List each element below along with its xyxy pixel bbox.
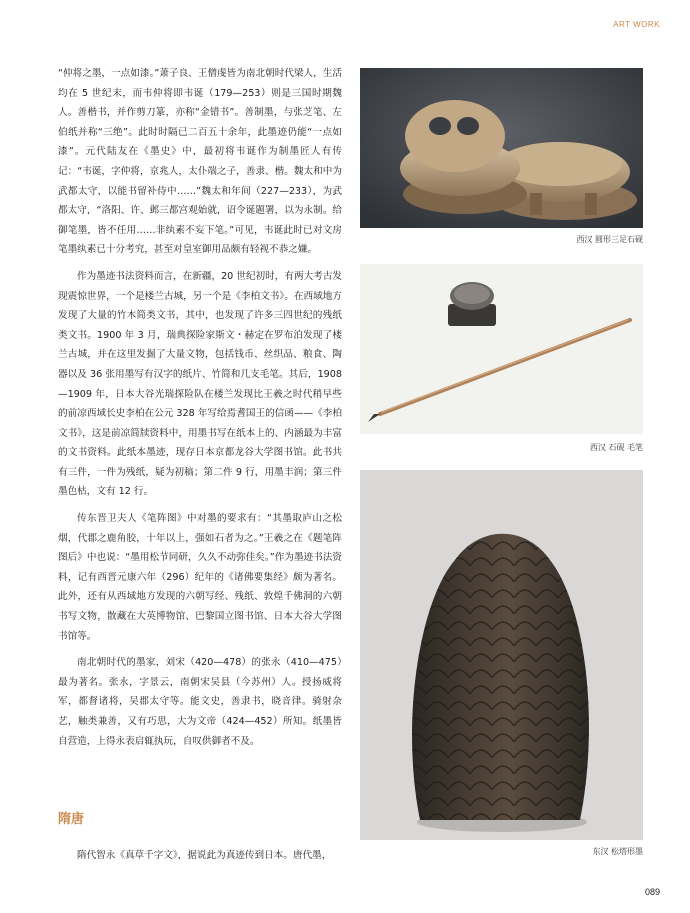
- figure-caption: 西汉 圆形三足石砚: [576, 235, 643, 244]
- body-text-column: [58, 64, 342, 758]
- figure-caption: 西汉 石砚 毛笔: [589, 443, 643, 452]
- pinecone-ink-illustration: [360, 470, 643, 840]
- page-number: 089: [644, 887, 660, 897]
- brush-illustration: [360, 264, 643, 434]
- body-paragraph: 隋代智永《真草千字文》，据说此为真迹传到日本。唐代墨，: [77, 850, 332, 861]
- photo-inkstone-and-brush: [360, 264, 643, 434]
- section-header-label: ART WORK: [613, 20, 660, 29]
- photo-pinecone-ink: [360, 470, 643, 840]
- body-paragraph: “仲将之墨，一点如漆。”萧子良、王僧虔皆为南北朝时代梁人，生活均在 5 世纪末，而韦仲将即韦诞（179—253）则是三国时期魏人。善楷书，并作剪刀篆，亦称“金错书”。善制墨，与张芝笔、左伯纸并称“三绝”。此时时隔已二百五十余年，此墨迹仍能“一点如漆”。元代陆友在《墨史》中，最初将韦诞作为制墨匠人有传记：“韦诞，字仲将，京兆人，太仆端之子，善隶、楷。魏太和中为武都太守，以能书留补侍中……”魏太和年间（227—233），为武都太守，“洛阳、许、邺三都宫观始就，诏令诞题署，以为永制。给御笔墨，皆不任用……非纨素不妄下笔。”可见，韦诞此时已对文房笔墨纨素已十分考究，甚至对皇室御用品颇有轻视不恭之嫌。: [58, 68, 342, 256]
- body-paragraph: 南北朝时代的墨家，刘宋（420—478）的张永（410—475）最为著名。张永，字景云，南朝宋吴县（今苏州）人。授扬威将军，都督诸将，吴郡太守等。能文史，善隶书，晓音律。骑射杂艺，触类兼善，又有巧思，大为文帝（424—452）所知。纸墨皆自营造，上得永表启辄执玩，自叹供御者不及。: [58, 657, 342, 747]
- inkstone-illustration: [360, 68, 643, 228]
- section-heading: 隋唐: [58, 812, 85, 827]
- body-paragraph: 作为墨迹书法资料而言，在新疆，20 世纪初时，有两大考古发现震惊世界，一个是楼兰古城，另一个是《李柏文书》。在西域地方发现了大量的竹木简类文书，其中，也发现了许多三四世纪的残纸类文书。1900 年 3 月，瑞典探险家斯文・赫定在罗布泊发现了楼兰古城，并在这里发掘了大量文物，包括钱币、丝织品、粮食、陶器以及 36 张用墨写有汉字的纸片、竹简和几支毛笔。其后，1908—1909 年，日本大谷光瑞探险队在楼兰发现比王羲之时代稍早些的前凉西域长史李柏在公元 328 年写给焉耆国王的信函——《李柏文书》，这是前凉简牍资料中，用墨书写在纸本上的、内涵最为丰富的文书资料。此纸本墨迹，现存日本京都龙谷大学图书馆。此书共有三件，一件为残纸，疑为初稿；第二件 9 行，用墨丰润；第三件墨色枯，文有 12 行。: [58, 270, 342, 498]
- body-paragraph: 传东晋卫夫人《笔阵图》中对墨的要求有：“其墨取庐山之松烟，代郡之鹿角胶，十年以上，强如石者为之。”王羲之在《题笔阵图后》中也说：“墨用松节同研，久久不动弥佳矣。”作为墨迹书法资料，记有西晋元康六年（296）纪年的《诸佛要集经》颇为著名。此外，还有从西域地方发现的六朝写经、残纸、敦煌千佛洞的六朝书写文物，散藏在大英博物馆、巴黎国立图书馆、日本大谷大学图书馆等。: [58, 513, 342, 642]
- figure-caption: 东汉 松塔形墨: [592, 847, 643, 856]
- photo-three-footed-inkstone: [360, 68, 643, 228]
